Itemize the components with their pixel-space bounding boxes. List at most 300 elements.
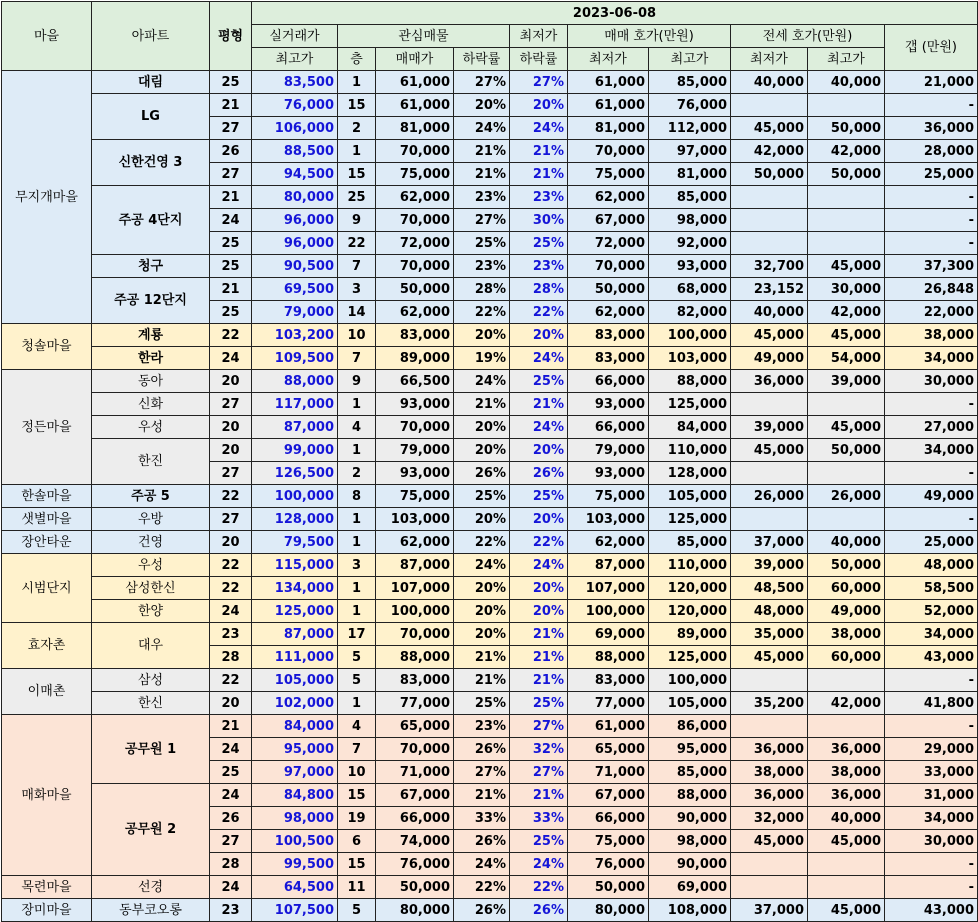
apartment-cell: 한라 — [92, 347, 210, 370]
sale-low-cell: 80,000 — [568, 899, 649, 922]
gap-cell: 37,300 — [885, 255, 978, 278]
sale-low-cell: 62,000 — [568, 186, 649, 209]
jeonse-low-cell: 48,000 — [731, 600, 808, 623]
trade-max-cell: 76,000 — [252, 94, 338, 117]
drop-rate-cell: 21% — [454, 393, 510, 416]
jeonse-high-cell — [808, 186, 885, 209]
pyeong-cell: 22 — [210, 324, 252, 347]
table-row — [2, 186, 978, 209]
jeonse-low-cell: 48,500 — [731, 577, 808, 600]
pyeong-cell: 24 — [210, 600, 252, 623]
gap-cell: - — [885, 715, 978, 738]
trade-max-cell: 64,500 — [252, 876, 338, 899]
sale-price-cell: 66,500 — [376, 370, 454, 393]
jeonse-low-cell: 45,000 — [731, 830, 808, 853]
sale-low-cell: 77,000 — [568, 692, 649, 715]
floor-cell: 4 — [338, 715, 376, 738]
gap-cell: 48,000 — [885, 554, 978, 577]
jeonse-low-cell: 32,700 — [731, 255, 808, 278]
floor-cell: 9 — [338, 370, 376, 393]
apartment-cell: 신화 — [92, 393, 210, 416]
sale-price-cell: 93,000 — [376, 462, 454, 485]
table-row — [2, 715, 978, 738]
drop-rate-cell: 20% — [454, 577, 510, 600]
header-jeonse-quote: 전세 호가(만원) — [731, 25, 885, 48]
apartment-cell: 동부코오롱 — [92, 899, 210, 922]
pyeong-cell: 23 — [210, 623, 252, 646]
min-drop-rate-cell: 21% — [510, 646, 568, 669]
jeonse-low-cell: 37,000 — [731, 899, 808, 922]
min-drop-rate-cell: 20% — [510, 94, 568, 117]
trade-max-cell: 84,800 — [252, 784, 338, 807]
floor-cell: 7 — [338, 347, 376, 370]
sale-low-cell: 61,000 — [568, 71, 649, 94]
jeonse-high-cell — [808, 462, 885, 485]
jeonse-high-cell: 50,000 — [808, 554, 885, 577]
pyeong-cell: 26 — [210, 140, 252, 163]
pyeong-cell: 24 — [210, 209, 252, 232]
jeonse-low-cell: 42,000 — [731, 140, 808, 163]
jeonse-low-cell — [731, 393, 808, 416]
sale-price-cell: 70,000 — [376, 738, 454, 761]
drop-rate-cell: 27% — [454, 761, 510, 784]
jeonse-high-cell — [808, 669, 885, 692]
sale-price-cell: 70,000 — [376, 255, 454, 278]
sale-high-cell: 92,000 — [649, 232, 731, 255]
drop-rate-cell: 20% — [454, 508, 510, 531]
sale-low-cell: 50,000 — [568, 876, 649, 899]
trade-max-cell: 105,000 — [252, 669, 338, 692]
gap-cell: 43,000 — [885, 899, 978, 922]
sale-low-cell: 75,000 — [568, 830, 649, 853]
sale-low-cell: 107,000 — [568, 577, 649, 600]
sale-high-cell: 69,000 — [649, 876, 731, 899]
gap-cell: - — [885, 853, 978, 876]
sale-price-cell: 70,000 — [376, 140, 454, 163]
min-drop-rate-cell: 25% — [510, 692, 568, 715]
apartment-cell: 동아 — [92, 370, 210, 393]
header-interest: 관심매물 — [338, 25, 510, 48]
trade-max-cell: 125,000 — [252, 600, 338, 623]
jeonse-low-cell: 45,000 — [731, 646, 808, 669]
pyeong-cell: 20 — [210, 370, 252, 393]
header-sale-high: 최고가 — [649, 48, 731, 71]
min-drop-rate-cell: 21% — [510, 669, 568, 692]
min-drop-rate-cell: 32% — [510, 738, 568, 761]
table-row — [2, 876, 978, 899]
table-row — [2, 669, 978, 692]
floor-cell: 1 — [338, 508, 376, 531]
jeonse-high-cell: 30,000 — [808, 278, 885, 301]
trade-max-cell: 99,500 — [252, 853, 338, 876]
gap-cell: 25,000 — [885, 163, 978, 186]
jeonse-low-cell: 45,000 — [731, 324, 808, 347]
sale-low-cell: 67,000 — [568, 209, 649, 232]
sale-low-cell: 69,000 — [568, 623, 649, 646]
sale-high-cell: 76,000 — [649, 94, 731, 117]
gap-cell: 43,000 — [885, 646, 978, 669]
floor-cell: 1 — [338, 577, 376, 600]
pyeong-cell: 25 — [210, 232, 252, 255]
jeonse-low-cell: 37,000 — [731, 531, 808, 554]
jeonse-low-cell: 36,000 — [731, 784, 808, 807]
min-drop-rate-cell: 25% — [510, 232, 568, 255]
floor-cell: 1 — [338, 71, 376, 94]
header-floor: 층 — [338, 48, 376, 71]
header-jeonse-low: 최저가 — [731, 48, 808, 71]
drop-rate-cell: 25% — [454, 485, 510, 508]
pyeong-cell: 27 — [210, 117, 252, 140]
min-drop-rate-cell: 23% — [510, 255, 568, 278]
trade-max-cell: 80,000 — [252, 186, 338, 209]
jeonse-low-cell: 26,000 — [731, 485, 808, 508]
pyeong-cell: 21 — [210, 186, 252, 209]
table-row — [2, 324, 978, 347]
sale-high-cell: 125,000 — [649, 393, 731, 416]
drop-rate-cell: 22% — [454, 301, 510, 324]
table-row — [2, 508, 978, 531]
sale-low-cell: 66,000 — [568, 416, 649, 439]
gap-cell: 52,000 — [885, 600, 978, 623]
trade-max-cell: 98,000 — [252, 807, 338, 830]
sale-price-cell: 65,000 — [376, 715, 454, 738]
apartment-price-table — [1, 1, 978, 922]
table-row — [2, 94, 978, 117]
pyeong-cell: 20 — [210, 692, 252, 715]
header-gap: 갭 (만원) — [885, 25, 978, 71]
apartment-cell: 한양 — [92, 600, 210, 623]
sale-price-cell: 62,000 — [376, 531, 454, 554]
pyeong-cell: 24 — [210, 347, 252, 370]
sale-price-cell: 89,000 — [376, 347, 454, 370]
sale-high-cell: 90,000 — [649, 807, 731, 830]
min-drop-rate-cell: 33% — [510, 807, 568, 830]
sale-low-cell: 70,000 — [568, 255, 649, 278]
drop-rate-cell: 20% — [454, 439, 510, 462]
apartment-cell: 계룡 — [92, 324, 210, 347]
trade-max-cell: 84,000 — [252, 715, 338, 738]
jeonse-low-cell: 39,000 — [731, 554, 808, 577]
jeonse-low-cell: 38,000 — [731, 761, 808, 784]
jeonse-high-cell: 60,000 — [808, 646, 885, 669]
min-drop-rate-cell: 24% — [510, 416, 568, 439]
sale-low-cell: 65,000 — [568, 738, 649, 761]
floor-cell: 1 — [338, 531, 376, 554]
sale-low-cell: 66,000 — [568, 807, 649, 830]
min-drop-rate-cell: 25% — [510, 830, 568, 853]
sale-high-cell: 85,000 — [649, 761, 731, 784]
sale-price-cell: 76,000 — [376, 853, 454, 876]
drop-rate-cell: 19% — [454, 347, 510, 370]
sale-price-cell: 107,000 — [376, 577, 454, 600]
table-row — [2, 71, 978, 94]
pyeong-cell: 22 — [210, 577, 252, 600]
min-drop-rate-cell: 27% — [510, 71, 568, 94]
gap-cell: - — [885, 462, 978, 485]
sale-price-cell: 83,000 — [376, 669, 454, 692]
pyeong-cell: 21 — [210, 278, 252, 301]
apartment-cell: 주공 5 — [92, 485, 210, 508]
drop-rate-cell: 21% — [454, 140, 510, 163]
floor-cell: 7 — [338, 255, 376, 278]
jeonse-high-cell: 45,000 — [808, 416, 885, 439]
jeonse-low-cell — [731, 876, 808, 899]
village-cell: 장미마을 — [2, 899, 92, 922]
drop-rate-cell: 24% — [454, 370, 510, 393]
drop-rate-cell: 24% — [454, 117, 510, 140]
jeonse-low-cell: 36,000 — [731, 370, 808, 393]
table-row — [2, 140, 978, 163]
header-min-bottom: 하락률 — [510, 48, 568, 71]
jeonse-low-cell: 35,000 — [731, 623, 808, 646]
sale-high-cell: 105,000 — [649, 485, 731, 508]
min-drop-rate-cell: 20% — [510, 324, 568, 347]
drop-rate-cell: 28% — [454, 278, 510, 301]
pyeong-cell: 24 — [210, 738, 252, 761]
pyeong-cell: 27 — [210, 508, 252, 531]
village-cell: 정든마을 — [2, 370, 92, 485]
drop-rate-cell: 23% — [454, 255, 510, 278]
floor-cell: 6 — [338, 830, 376, 853]
sale-price-cell: 88,000 — [376, 646, 454, 669]
min-drop-rate-cell: 21% — [510, 784, 568, 807]
header-date: 2023-06-08 — [252, 2, 978, 25]
sale-low-cell: 75,000 — [568, 485, 649, 508]
jeonse-high-cell: 49,000 — [808, 600, 885, 623]
table-row — [2, 531, 978, 554]
apartment-cell: 삼성한신 — [92, 577, 210, 600]
sale-high-cell: 120,000 — [649, 577, 731, 600]
jeonse-high-cell: 38,000 — [808, 761, 885, 784]
sale-low-cell: 83,000 — [568, 324, 649, 347]
min-drop-rate-cell: 24% — [510, 347, 568, 370]
drop-rate-cell: 20% — [454, 600, 510, 623]
floor-cell: 2 — [338, 462, 376, 485]
sale-high-cell: 125,000 — [649, 508, 731, 531]
header-jeonse-high: 최고가 — [808, 48, 885, 71]
trade-max-cell: 111,000 — [252, 646, 338, 669]
sale-high-cell: 98,000 — [649, 830, 731, 853]
sale-low-cell: 61,000 — [568, 94, 649, 117]
jeonse-high-cell: 36,000 — [808, 784, 885, 807]
floor-cell: 4 — [338, 416, 376, 439]
trade-max-cell: 97,000 — [252, 761, 338, 784]
trade-max-cell: 83,500 — [252, 71, 338, 94]
floor-cell: 25 — [338, 186, 376, 209]
drop-rate-cell: 27% — [454, 209, 510, 232]
sale-price-cell: 70,000 — [376, 623, 454, 646]
jeonse-high-cell: 42,000 — [808, 140, 885, 163]
floor-cell: 19 — [338, 807, 376, 830]
min-drop-rate-cell: 26% — [510, 899, 568, 922]
floor-cell: 1 — [338, 393, 376, 416]
jeonse-low-cell — [731, 715, 808, 738]
sale-high-cell: 89,000 — [649, 623, 731, 646]
table-row — [2, 692, 978, 715]
sale-low-cell: 83,000 — [568, 347, 649, 370]
jeonse-low-cell: 36,000 — [731, 738, 808, 761]
sale-price-cell: 75,000 — [376, 163, 454, 186]
gap-cell: 25,000 — [885, 531, 978, 554]
floor-cell: 5 — [338, 646, 376, 669]
table-row — [2, 600, 978, 623]
sale-high-cell: 110,000 — [649, 554, 731, 577]
apartment-cell: 공무원 2 — [92, 784, 210, 876]
trade-max-cell: 107,500 — [252, 899, 338, 922]
sale-price-cell: 103,000 — [376, 508, 454, 531]
sale-low-cell: 76,000 — [568, 853, 649, 876]
apartment-cell: 우방 — [92, 508, 210, 531]
drop-rate-cell: 22% — [454, 876, 510, 899]
jeonse-low-cell — [731, 462, 808, 485]
jeonse-high-cell: 40,000 — [808, 71, 885, 94]
jeonse-low-cell: 49,000 — [731, 347, 808, 370]
pyeong-cell: 28 — [210, 853, 252, 876]
min-drop-rate-cell: 30% — [510, 209, 568, 232]
sale-low-cell: 66,000 — [568, 370, 649, 393]
pyeong-cell: 24 — [210, 876, 252, 899]
jeonse-high-cell: 60,000 — [808, 577, 885, 600]
header-village: 마을 — [2, 2, 92, 71]
sale-price-cell: 100,000 — [376, 600, 454, 623]
sale-high-cell: 88,000 — [649, 370, 731, 393]
pyeong-cell: 24 — [210, 784, 252, 807]
gap-cell: - — [885, 94, 978, 117]
gap-cell: - — [885, 876, 978, 899]
sale-price-cell: 93,000 — [376, 393, 454, 416]
village-cell: 목련마을 — [2, 876, 92, 899]
sale-high-cell: 108,000 — [649, 899, 731, 922]
sale-high-cell: 97,000 — [649, 140, 731, 163]
jeonse-low-cell: 40,000 — [731, 71, 808, 94]
floor-cell: 1 — [338, 692, 376, 715]
sale-price-cell: 50,000 — [376, 876, 454, 899]
gap-cell: 41,800 — [885, 692, 978, 715]
floor-cell: 3 — [338, 554, 376, 577]
trade-max-cell: 115,000 — [252, 554, 338, 577]
jeonse-high-cell — [808, 715, 885, 738]
floor-cell: 1 — [338, 600, 376, 623]
floor-cell: 14 — [338, 301, 376, 324]
sale-low-cell: 79,000 — [568, 439, 649, 462]
gap-cell: 21,000 — [885, 71, 978, 94]
sale-price-cell: 75,000 — [376, 485, 454, 508]
jeonse-low-cell: 45,000 — [731, 117, 808, 140]
min-drop-rate-cell: 21% — [510, 393, 568, 416]
sale-low-cell: 61,000 — [568, 715, 649, 738]
jeonse-high-cell: 50,000 — [808, 117, 885, 140]
gap-cell: 29,000 — [885, 738, 978, 761]
pyeong-cell: 25 — [210, 301, 252, 324]
trade-max-cell: 96,000 — [252, 232, 338, 255]
apartment-cell: 삼성 — [92, 669, 210, 692]
drop-rate-cell: 20% — [454, 324, 510, 347]
jeonse-high-cell: 36,000 — [808, 738, 885, 761]
jeonse-high-cell — [808, 209, 885, 232]
jeonse-low-cell — [731, 209, 808, 232]
table-row — [2, 416, 978, 439]
pyeong-cell: 20 — [210, 439, 252, 462]
gap-cell: - — [885, 669, 978, 692]
trade-max-cell: 87,000 — [252, 416, 338, 439]
sale-high-cell: 90,000 — [649, 853, 731, 876]
pyeong-cell: 25 — [210, 71, 252, 94]
jeonse-high-cell: 50,000 — [808, 163, 885, 186]
jeonse-low-cell: 40,000 — [731, 301, 808, 324]
gap-cell: 58,500 — [885, 577, 978, 600]
floor-cell: 17 — [338, 623, 376, 646]
trade-max-cell: 96,000 — [252, 209, 338, 232]
table-row — [2, 485, 978, 508]
sale-price-cell: 83,000 — [376, 324, 454, 347]
sale-high-cell: 100,000 — [649, 324, 731, 347]
trade-max-cell: 117,000 — [252, 393, 338, 416]
pyeong-cell: 27 — [210, 462, 252, 485]
header-min-top: 최저가 — [510, 25, 568, 48]
sale-high-cell: 110,000 — [649, 439, 731, 462]
sale-price-cell: 74,000 — [376, 830, 454, 853]
gap-cell: 33,000 — [885, 761, 978, 784]
jeonse-low-cell: 35,200 — [731, 692, 808, 715]
sale-high-cell: 85,000 — [649, 71, 731, 94]
apartment-cell: 청구 — [92, 255, 210, 278]
sale-high-cell: 120,000 — [649, 600, 731, 623]
drop-rate-cell: 21% — [454, 646, 510, 669]
floor-cell: 15 — [338, 853, 376, 876]
table-row — [2, 393, 978, 416]
trade-max-cell: 95,000 — [252, 738, 338, 761]
sale-price-cell: 62,000 — [376, 186, 454, 209]
header-apt: 아파트 — [92, 2, 210, 71]
apartment-cell: 한진 — [92, 439, 210, 485]
apartment-cell: 대우 — [92, 623, 210, 669]
sale-high-cell: 125,000 — [649, 646, 731, 669]
floor-cell: 3 — [338, 278, 376, 301]
pyeong-cell: 22 — [210, 554, 252, 577]
sale-low-cell: 93,000 — [568, 393, 649, 416]
sale-price-cell: 66,000 — [376, 807, 454, 830]
min-drop-rate-cell: 22% — [510, 531, 568, 554]
trade-max-cell: 109,500 — [252, 347, 338, 370]
header-pyeong: 평형 — [210, 2, 252, 71]
floor-cell: 15 — [338, 163, 376, 186]
sale-high-cell: 84,000 — [649, 416, 731, 439]
table-row — [2, 255, 978, 278]
floor-cell: 1 — [338, 140, 376, 163]
trade-max-cell: 90,500 — [252, 255, 338, 278]
drop-rate-cell: 20% — [454, 94, 510, 117]
pyeong-cell: 22 — [210, 485, 252, 508]
village-cell: 시범단지 — [2, 554, 92, 623]
trade-max-cell: 88,500 — [252, 140, 338, 163]
min-drop-rate-cell: 25% — [510, 485, 568, 508]
min-drop-rate-cell: 21% — [510, 623, 568, 646]
trade-max-cell: 102,000 — [252, 692, 338, 715]
jeonse-high-cell: 45,000 — [808, 830, 885, 853]
pyeong-cell: 21 — [210, 715, 252, 738]
sale-low-cell: 103,000 — [568, 508, 649, 531]
pyeong-cell: 21 — [210, 94, 252, 117]
floor-cell: 10 — [338, 761, 376, 784]
apartment-cell: 주공 12단지 — [92, 278, 210, 324]
gap-cell: - — [885, 209, 978, 232]
sale-high-cell: 68,000 — [649, 278, 731, 301]
jeonse-high-cell — [808, 232, 885, 255]
sale-high-cell: 100,000 — [649, 669, 731, 692]
village-cell: 한솔마을 — [2, 485, 92, 508]
floor-cell: 15 — [338, 784, 376, 807]
sale-price-cell: 72,000 — [376, 232, 454, 255]
